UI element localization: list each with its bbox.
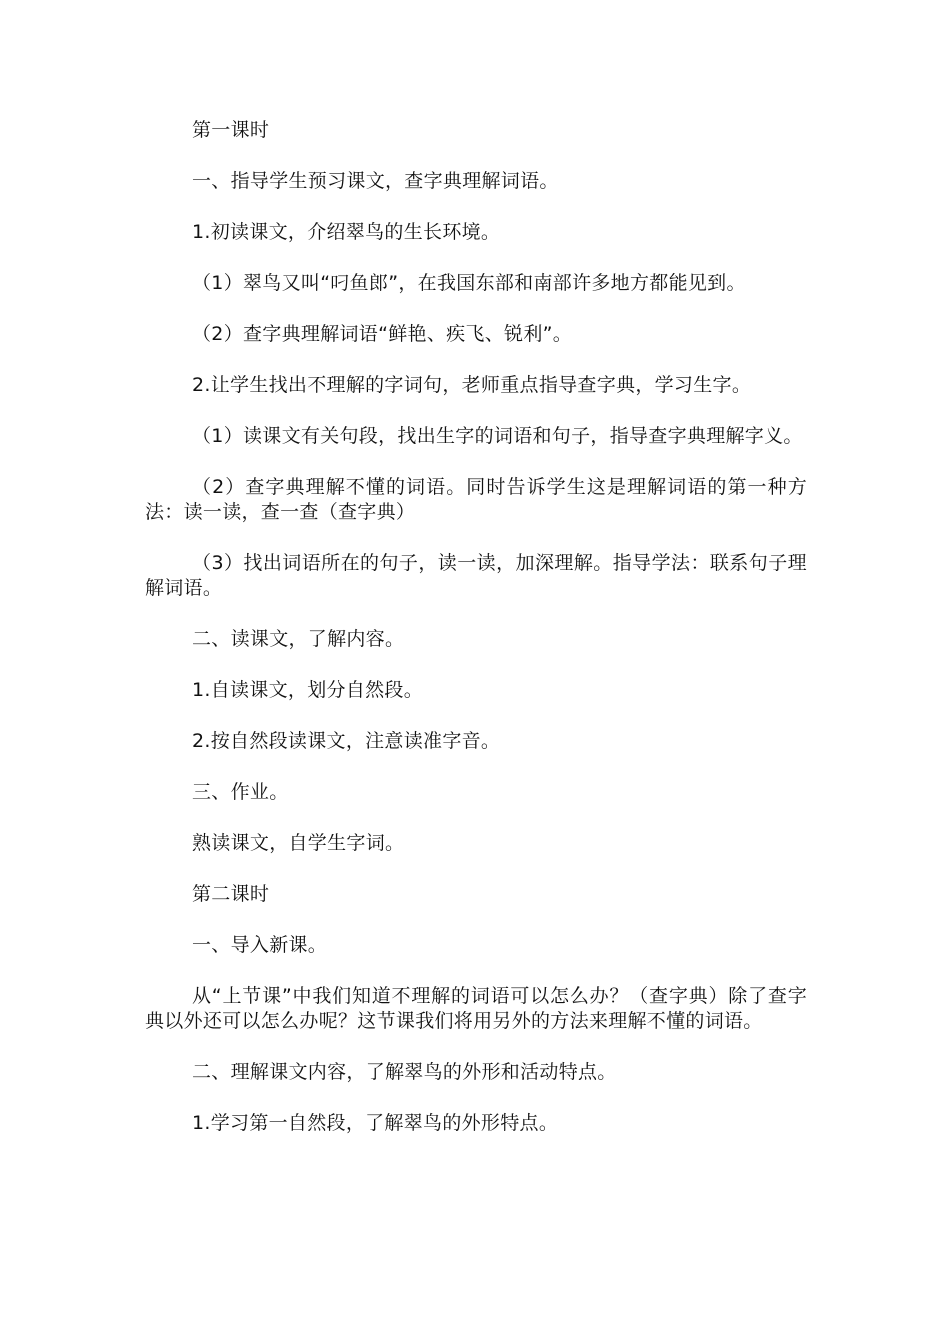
document-body — [145, 118, 807, 1162]
paragraph: 1.初读课文，介绍翠鸟的生长环境。 — [192, 221, 501, 243]
section-heading: 二、理解课文内容，了解翠鸟的外形和活动特点。 — [192, 1061, 617, 1083]
lesson-heading-1: 第一课时 — [192, 119, 270, 141]
paragraph: 2.按自然段读课文，注意读准字音。 — [192, 730, 501, 752]
paragraph: 从“上节课”中我们知道不理解的词语可以怎么办？（查字典）除了查字典以外还可以怎么办呢？这节课我们将用另外的方法来理解不懂的词语。 — [145, 985, 807, 1032]
section-heading: 二、读课文，了解内容。 — [192, 628, 405, 650]
paragraph: （1）读课文有关句段，找出生字的词语和句子，指导查字典理解字义。 — [192, 425, 803, 447]
paragraph: （2）查字典理解不懂的词语。同时告诉学生这是理解词语的第一种方法：读一读，查一查（查字典） — [145, 476, 807, 523]
paragraph: （3）找出词语所在的句子，读一读，加深理解。指导学法：联系句子理解词语。 — [145, 552, 807, 599]
paragraph: （1）翠鸟又叫“叼鱼郎”，在我国东部和南部许多地方都能见到。 — [192, 272, 746, 294]
paragraph: 1.自读课文，划分自然段。 — [192, 679, 424, 701]
paragraph: 2.让学生找出不理解的字词句，老师重点指导查字典，学习生字。 — [192, 374, 752, 396]
paragraph: （2）查字典理解词语“鲜艳、疾飞、锐利”。 — [192, 323, 573, 345]
paragraph: 1.学习第一自然段，了解翠鸟的外形特点。 — [192, 1112, 559, 1134]
section-heading: 一、指导学生预习课文，查字典理解词语。 — [192, 170, 559, 192]
lesson-heading-2: 第二课时 — [192, 883, 270, 905]
section-heading: 三、作业。 — [192, 781, 289, 803]
paragraph: 熟读课文，自学生字词。 — [192, 832, 405, 854]
section-heading: 一、导入新课。 — [192, 934, 328, 956]
